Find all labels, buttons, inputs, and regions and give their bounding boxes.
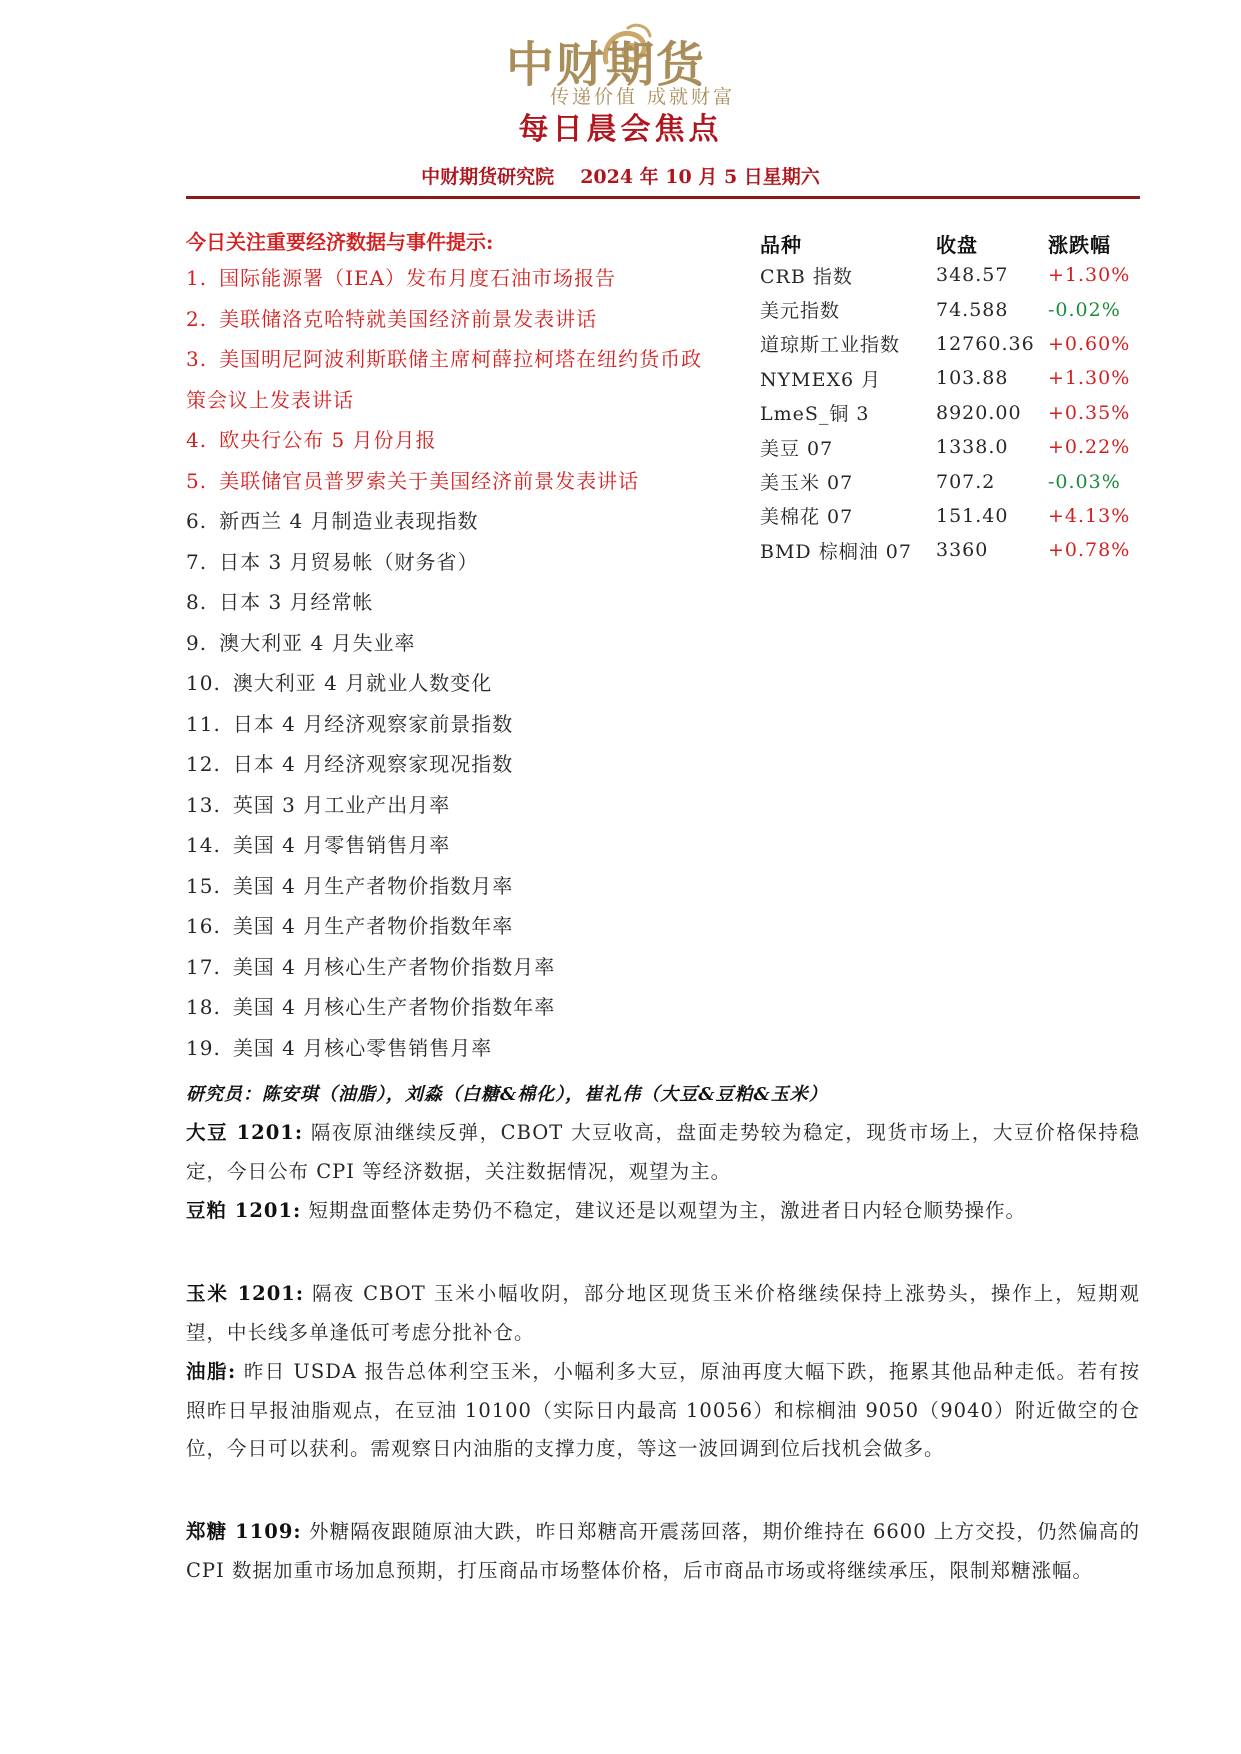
table-row bbox=[760, 533, 1138, 567]
list-item: 7. 日本 3 月贸易帐（财务省） bbox=[186, 549, 479, 574]
list-item: 10. 澳大利亚 4 月就业人数变化 bbox=[186, 671, 493, 695]
column-header-close: 收盘 bbox=[936, 232, 978, 257]
cell-close: 1338.0 bbox=[936, 436, 1009, 459]
list-item: 15. 美国 4 月生产者物价指数月率 bbox=[186, 873, 514, 898]
cell-change: +0.60% bbox=[1048, 332, 1131, 355]
commentary-label: 大豆 1201: bbox=[186, 1121, 304, 1144]
column-header-name: 品种 bbox=[760, 232, 802, 257]
list-item: 14. 美国 4 月零售销售月率 bbox=[186, 833, 451, 857]
commentary-label: 油脂: bbox=[186, 1360, 237, 1383]
header-divider bbox=[186, 196, 1140, 199]
company-logo bbox=[450, 26, 790, 108]
cell-close: 3360 bbox=[936, 539, 989, 562]
cell-close: 8920.00 bbox=[936, 401, 1022, 424]
list-item: 9. 澳大利亚 4 月失业率 bbox=[186, 630, 416, 655]
list-item: 16. 美国 4 月生产者物价指数年率 bbox=[186, 914, 514, 938]
table-row bbox=[760, 396, 1138, 430]
list-item: 12. 日本 4 月经济观察家现况指数 bbox=[186, 752, 514, 776]
cell-close: 74.588 bbox=[936, 298, 1009, 321]
list-item: 6. 新西兰 4 月制造业表现指数 bbox=[186, 509, 479, 533]
logo-slogan: 传递价值 成就财富 bbox=[550, 86, 736, 108]
list-item: 1. 国际能源署（IEA）发布月度石油市场报告 bbox=[186, 266, 617, 290]
list-item: 2. 美联储洛克哈特就美国经济前景发表讲话 bbox=[186, 306, 598, 331]
report-byline bbox=[0, 162, 1241, 189]
list-item: 17. 美国 4 月核心生产者物价指数月率 bbox=[186, 954, 556, 979]
cell-name: CRB 指数 bbox=[760, 265, 853, 288]
table-row bbox=[760, 464, 1138, 498]
cell-name: BMD 棕榈油 07 bbox=[760, 540, 912, 563]
cell-close: 348.57 bbox=[936, 264, 1009, 287]
logo-text: 中财期货 bbox=[506, 37, 707, 93]
cell-change: -0.03% bbox=[1048, 470, 1121, 493]
cell-change: +0.78% bbox=[1048, 539, 1131, 562]
commentary-label: 郑糖 1109: bbox=[186, 1520, 302, 1543]
market-table bbox=[760, 228, 1138, 568]
commentary-text: 昨日 USDA 报告总体利空玉米，小幅利多大豆，原油再度大幅下跌，拖累其他品种走低。若有按照昨日早报油脂观点，在豆油 10100（实际日内最高 10056）和棕榈油 9050（9040）附近做空的仓位，今日可以获利。需观察日内油脂的支撑力度，等这一波回调到位后找机会做多。 bbox=[186, 1360, 1140, 1460]
table-row bbox=[760, 430, 1138, 464]
cell-close: 151.40 bbox=[936, 504, 1009, 527]
table-row bbox=[760, 292, 1138, 326]
list-item: 11. 日本 4 月经济观察家前景指数 bbox=[186, 711, 514, 736]
list-item: 8. 日本 3 月经常帐 bbox=[186, 590, 374, 614]
list-item: 4. 欧央行公布 5 月份月报 bbox=[186, 428, 437, 452]
column-header-change: 涨跌幅 bbox=[1048, 232, 1111, 257]
analyst-credits: 研究员：陈安琪（油脂），刘淼（白糖&棉化），崔礼伟（大豆&豆粕&玉米） bbox=[186, 1084, 828, 1105]
page-title: 每日晨会焦点 bbox=[518, 112, 723, 147]
cell-close: 707.2 bbox=[936, 470, 996, 493]
cell-change: +1.30% bbox=[1048, 367, 1131, 390]
list-item: 5. 美联储官员普罗索关于美国经济前景发表讲话 bbox=[186, 468, 640, 493]
commentary-text: 外糖隔夜跟随原油大跌，昨日郑糖高开震荡回落，期价维持在 6600 上方交投，仍然偏高的 CPI 数据加重市场加息预期，打压商品市场整体价格，后市商品市场或将继续承压，限制郑糖涨幅。 bbox=[186, 1520, 1141, 1582]
cell-name: 美棉花 07 bbox=[760, 506, 854, 529]
table-row bbox=[760, 499, 1138, 533]
cell-change: +0.35% bbox=[1048, 401, 1131, 424]
list-item: 策会议上发表讲话 bbox=[186, 387, 354, 412]
cell-name: LmeS_铜 3 bbox=[760, 403, 870, 426]
cell-name: 美豆 07 bbox=[760, 437, 834, 460]
commentary-corn bbox=[186, 1275, 1140, 1352]
table-row bbox=[760, 327, 1138, 361]
list-item: 19. 美国 4 月核心零售销售月率 bbox=[186, 1035, 493, 1060]
list-item: 18. 美国 4 月核心生产者物价指数年率 bbox=[186, 995, 556, 1019]
org-name: 中财期货研究院 bbox=[421, 166, 555, 188]
commentary-label: 玉米 1201: bbox=[186, 1282, 305, 1305]
table-header-row bbox=[760, 228, 1138, 258]
events-list bbox=[186, 258, 746, 1068]
events-heading: 今日关注重要经济数据与事件提示: bbox=[186, 230, 494, 254]
cell-change: +1.30% bbox=[1048, 264, 1131, 287]
cell-name: 道琼斯工业指数 bbox=[760, 334, 901, 357]
list-item: 3. 美国明尼阿波利斯联储主席柯薛拉柯塔在纽约货币政 bbox=[186, 347, 703, 371]
cell-name: 美元指数 bbox=[760, 300, 841, 323]
commentary-text: 隔夜原油继续反弹，CBOT 大豆收高，盘面走势较为稳定，现货市场上，大豆价格保持稳定，今日公布 CPI 等经济数据，关注数据情况，观望为主。 bbox=[186, 1121, 1140, 1183]
cell-close: 12760.36 bbox=[936, 332, 1035, 355]
cell-close: 103.88 bbox=[936, 367, 1009, 390]
commentary-text: 短期盘面整体走势仍不稳定，建议还是以观望为主，激进者日内轻仓顺势操作。 bbox=[308, 1199, 1026, 1222]
cell-change: +4.13% bbox=[1048, 504, 1131, 527]
commentary-sugar bbox=[186, 1513, 1140, 1590]
table-row bbox=[760, 361, 1138, 395]
commentary-text: 隔夜 CBOT 玉米小幅收阴，部分地区现货玉米价格继续保持上涨势头，操作上，短期观望，中长线多单逢低可考虑分批补仓。 bbox=[186, 1282, 1140, 1344]
report-date: 2024 年 10 月 5 日星期六 bbox=[580, 166, 820, 188]
commentary-label: 豆粕 1201: bbox=[186, 1199, 302, 1222]
cell-name: NYMEX6 月 bbox=[760, 368, 882, 391]
commentary-soymeal bbox=[186, 1192, 1140, 1231]
cell-change: -0.02% bbox=[1048, 298, 1121, 321]
list-item: 13. 英国 3 月工业产出月率 bbox=[186, 792, 451, 817]
commentary-soybean bbox=[186, 1114, 1140, 1191]
cell-name: 美玉米 07 bbox=[760, 472, 854, 495]
cell-change: +0.22% bbox=[1048, 436, 1131, 459]
commentary-oils bbox=[186, 1353, 1140, 1469]
table-row bbox=[760, 258, 1138, 292]
